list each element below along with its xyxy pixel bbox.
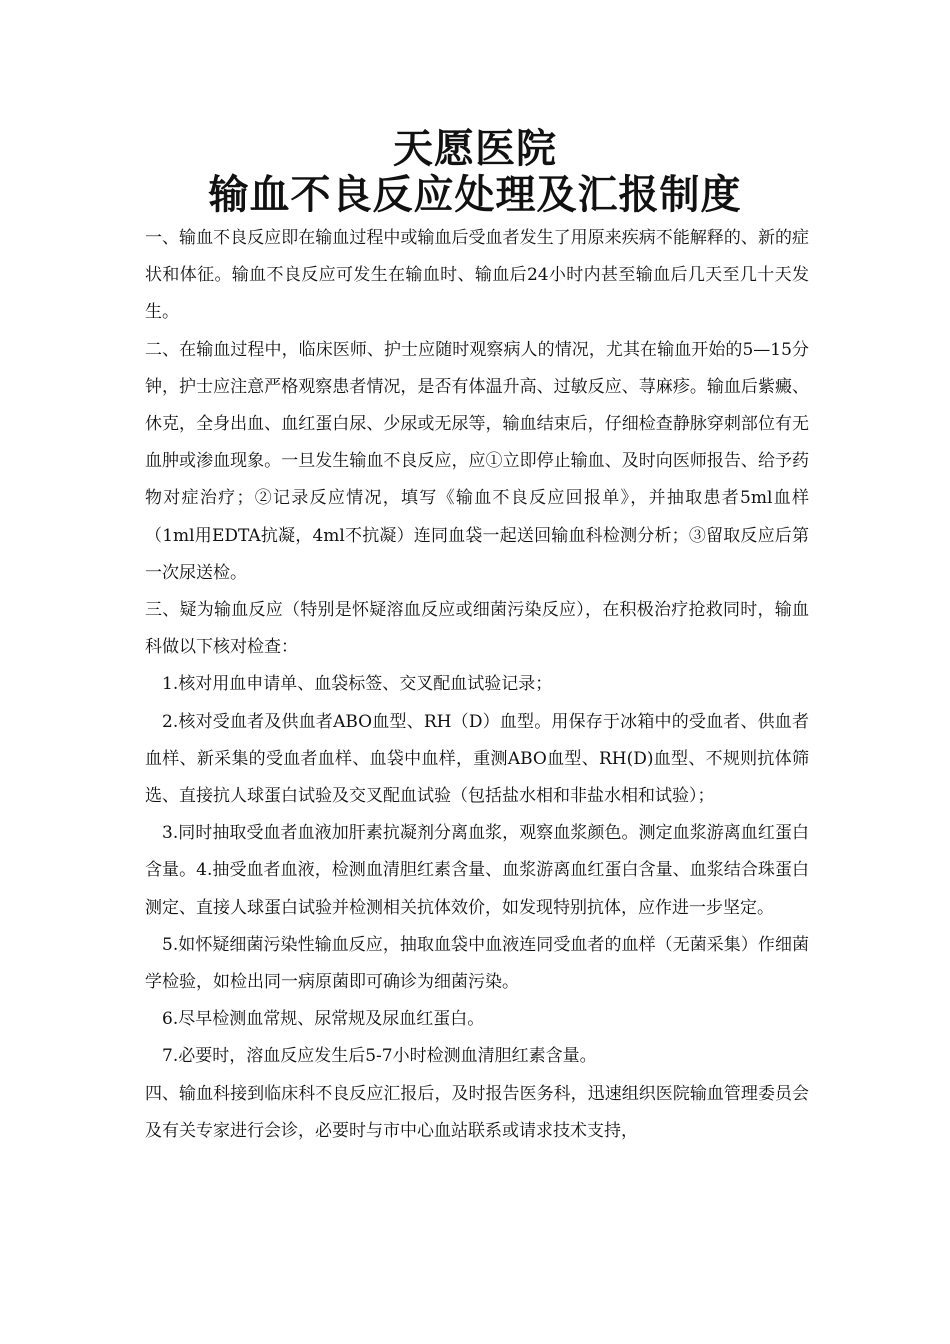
- paragraph-3: 三、疑为输血反应（特别是怀疑溶血反应或细菌污染反应），在积极治疗抢救同时，输血科做以下核对检查：: [145, 600, 809, 658]
- check-item-7: 7.必要时，溶血反应发生后5-7小时检测血清胆红素含量。: [162, 1046, 597, 1067]
- paragraph-2: 二、在输血过程中，临床医师、护士应随时观察病人的情况，尤其在输血开始的5—15分钟，护士应注意严格观察患者情况，是否有体温升高、过敏反应、荨麻疹。输血后紫癜、休克，全身出血、血红蛋白尿、少尿或无尿等，输血结束后，仔细检查静脉穿刺部位有无血肿或渗血现象。一旦发生输血不良反应，应①立即停止输血、及时向医师报告、给予药物对症治疗；②记录反应情况，填写《输血不良反应回报单》，并抽取患者5ml血样（1ml用EDTA抗凝，4ml不抗凝）连同血袋一起送回输血科检测分析；③留取反应后第一次尿送检。: [145, 339, 809, 583]
- title-block: [0, 126, 950, 218]
- paragraph-4: 四、输血科接到临床科不良反应汇报后，及时报告医务科，迅速组织医院输血管理委员会及有关专家进行会诊，必要时与市中心血站联系或请求技术支持，: [145, 1083, 809, 1141]
- check-item-6: 6.尽早检测血常规、尿常规及尿血红蛋白。: [162, 1009, 485, 1030]
- check-item-2: 2.核对受血者及供血者ABO血型、RH（D）血型。用保存于冰箱中的受血者、供血者血样、新采集的受血者血样、血袋中血样，重测ABO血型、RH(D)血型、不规则抗体筛选、直接抗人球蛋白试验及交叉配血试验（包括盐水相和非盐水相和试验）；: [145, 711, 809, 807]
- hospital-name: 天愿医院: [393, 126, 557, 172]
- check-item-5: 5.如怀疑细菌污染性输血反应，抽取血袋中血液连同受血者的血样（无菌采集）作细菌学检验，如检出同一病原菌即可确诊为细菌污染。: [145, 934, 809, 993]
- check-item-3: 3.同时抽取受血者血液加肝素抗凝剂分离血浆，观察血浆颜色。测定血浆游离血红蛋白含量。4.抽受血者血液，检测血清胆红素含量、血浆游离血红蛋白含量、血浆结合珠蛋白测定、直接人球蛋白试验并检测相关抗体效价，如发现特别抗体，应作进一步坚定。: [145, 823, 809, 918]
- document-body: [145, 220, 809, 1150]
- document-title: 输血不良反应处理及汇报制度: [208, 172, 742, 218]
- check-item-1: 1.核对用血申请单、血袋标签、交叉配血试验记录；: [162, 674, 553, 695]
- paragraph-1: 一、输血不良反应即在输血过程中或输血后受血者发生了用原来疾病不能解释的、新的症状和体征。输血不良反应可发生在输血时、输血后24小时内甚至输血后几天至几十天发生。: [145, 228, 809, 323]
